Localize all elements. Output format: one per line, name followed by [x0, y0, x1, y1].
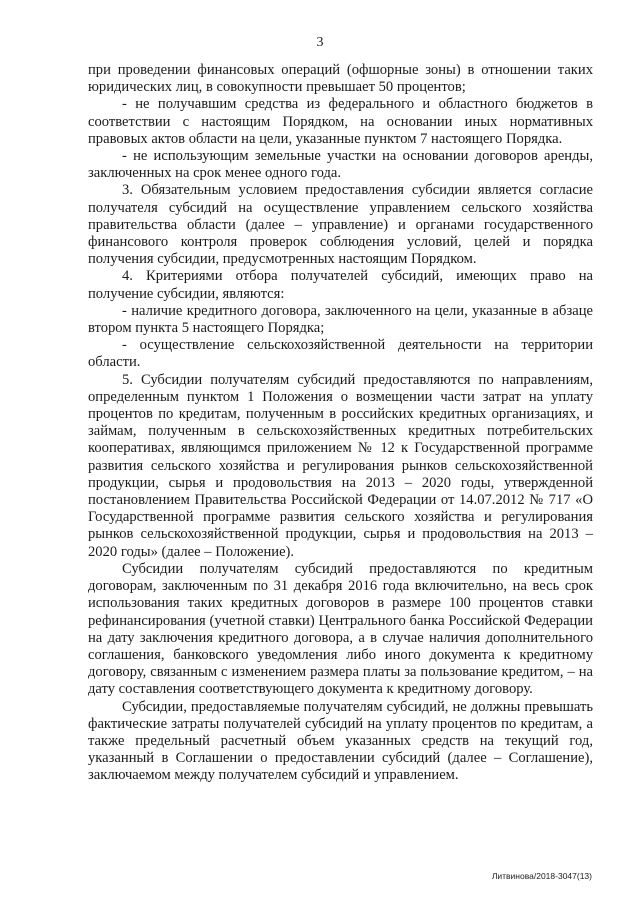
paragraph-item-3: 3. Обязательным условием предоставления субсидии является согласие получателя субсидий на осуществление управлением сельского хозяйства правительства области (далее – управление) и органами государственного финансового контроля проверок соблюдения условий, целей и порядка получения субсидии, предусмотренных настоящим Порядком.	[88, 182, 593, 268]
paragraph-subsidy-terms: Субсидии получателям субсидий предоставляются по кредитным договорам, заключенным по 31 декабря 2016 года включительно, на весь срок использования таких кредитных договоров в размере 100 процентов ставки рефинансирования (учетной ставки) Центрального банка Российской Федерации на дату заключения кредитного договора, а в случае наличия дополнительного соглашения, банковского уведомления либо иного документа к кредитному договору, связанным с изменением размера платы за пользование кредитом, – на дату составления соответствующего документа к кредитному договору.	[88, 560, 593, 698]
paragraph-agricultural-activity: - осуществление сельскохозяйственной деятельности на территории области.	[88, 337, 593, 371]
document-body	[88, 62, 593, 785]
footer-document-code: Литвинова/2018-3047(13)	[491, 871, 592, 881]
paragraph-not-received-funds: - не получавшим средства из федерального и областного бюджетов в соответствии с настоящим Порядком, на основании иных нормативных правовых актов области на цели, указанные пунктом 7 настоящего Порядка.	[88, 96, 593, 147]
paragraph-offshore-continuation: при проведении финансовых операций (офшорные зоны) в отношении таких юридических лиц, в совокупности превышает 50 процентов;	[88, 62, 593, 96]
paragraph-subsidy-limit: Субсидии, предоставляемые получателям субсидий, не должны превышать фактические затраты получателей субсидий на уплату процентов по кредитам, а также предельный расчетный объем указанных средств на текущий год, указанный в Соглашении о предоставлении субсидий (далее – Соглашение), заключаемом между получателем субсидий и управлением.	[88, 698, 593, 784]
paragraph-land-lease: - не использующим земельные участки на основании договоров аренды, заключенных на срок менее одного года.	[88, 148, 593, 182]
page-number: 3	[316, 35, 324, 50]
paragraph-item-4: 4. Критериями отбора получателей субсидий, имеющих право на получение субсидии, являются:	[88, 268, 593, 302]
paragraph-credit-agreement: - наличие кредитного договора, заключенного на цели, указанные в абзаце втором пункта 5 настоящего Порядка;	[88, 302, 593, 337]
paragraph-item-5: 5. Субсидии получателям субсидий предоставляются по направлениям, определенным пунктом 1 Положения о возмещении части затрат на уплату процентов по кредитам, полученным в российских кредитных организациях, и займам, полученным в сельскохозяйственных кредитных потребительских кооперативах, являющимся приложением № 12 к Государственной программе развития сельского хозяйства и регулирования рынков сельскохозяйственной продукции, сырья и продовольствия на 2013 – 2020 годы, утвержденной постановлением Правительства Российской Федерации от 14.07.2012 № 717 «О Государственной программе развития сельского хозяйства и регулирования рынков сельскохозяйственной продукции, сырья и продовольствия на 2013 – 2020 годы» (далее – Положение).	[88, 371, 593, 560]
